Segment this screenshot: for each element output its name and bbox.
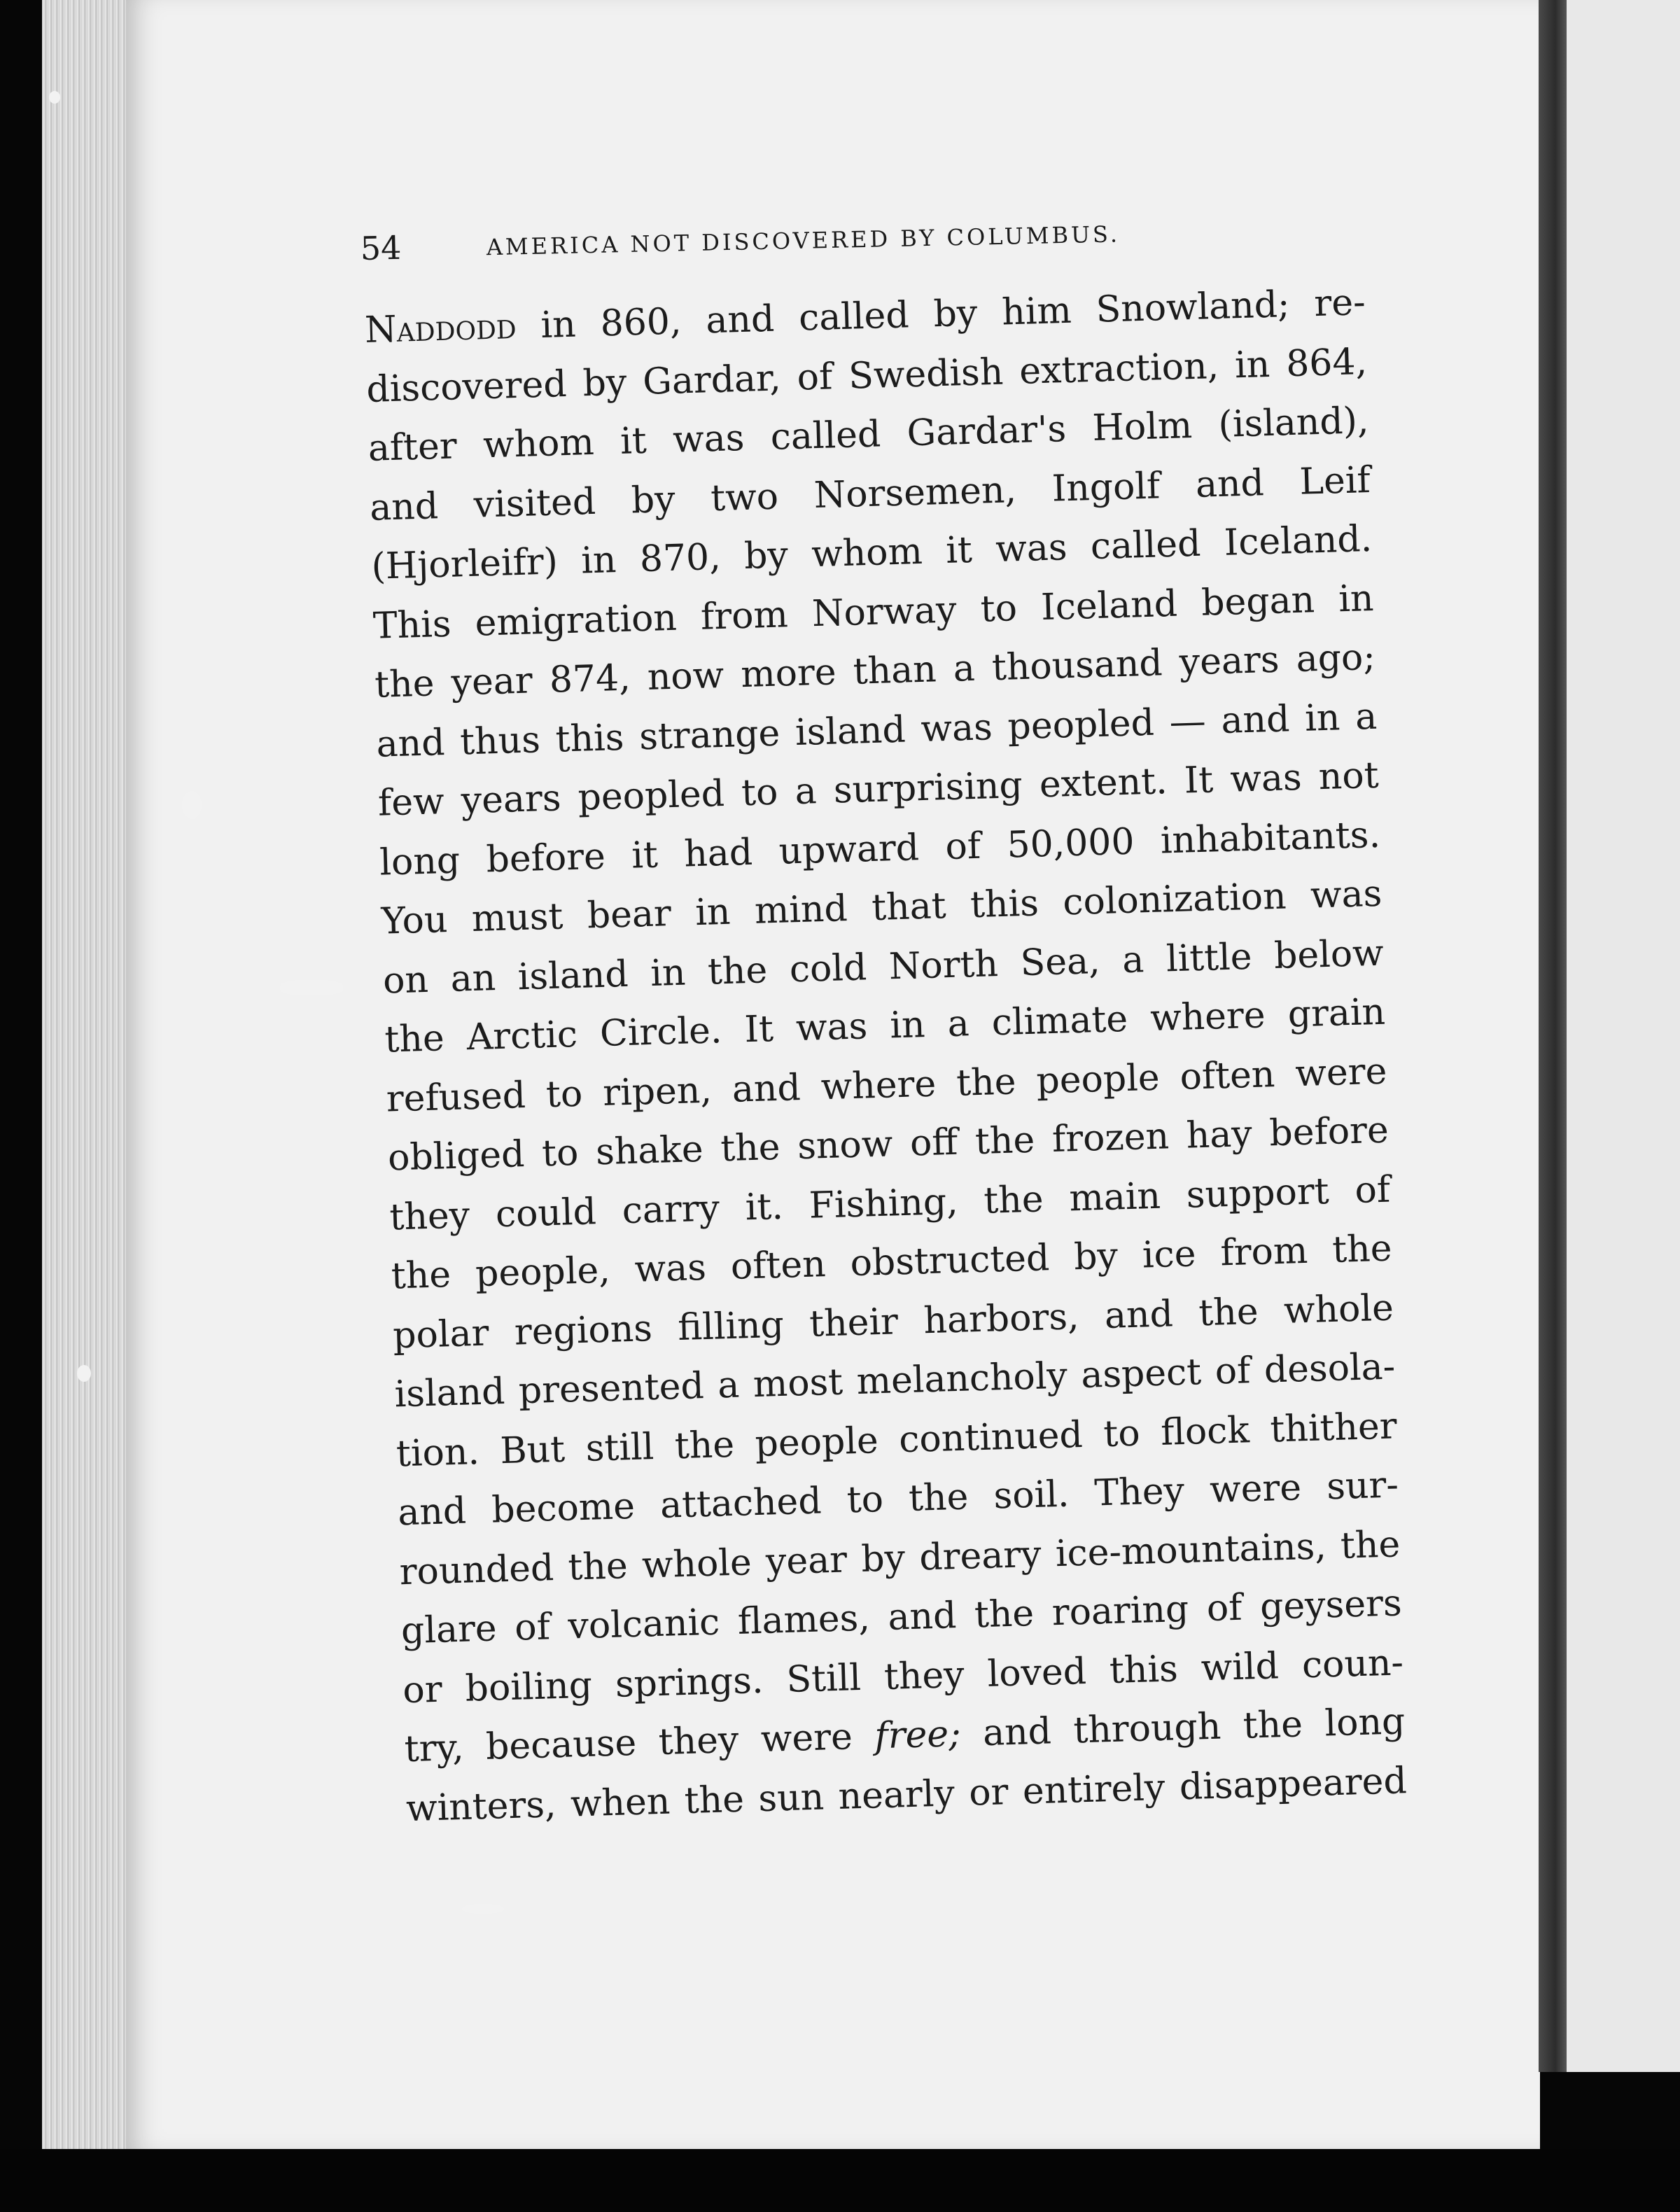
text-line: the people, was often obstructed by ice from the [391,1227,1393,1298]
text-line-content: in 860, and called by him Snowland; re- [515,281,1366,347]
text-segment: try, because they were [403,1715,876,1771]
text-line: tion. But still the people continued to flock thither [396,1404,1398,1475]
text-line: they could carry it. Fishing, the main support of [388,1168,1391,1238]
dust-speck [280,980,343,995]
text-line: refused to ripen, and where the people often were [386,1050,1388,1121]
text-line: and become attached to the soil. They were sur- [397,1464,1399,1534]
dust-speck [462,1904,504,1914]
text-line: few years peopled to a surprising extent. It was not [377,754,1380,825]
scan-border [0,2149,1680,2212]
dust-speck [182,791,202,819]
text-line: discovered by Gardar, of Swedish extraction, in 864, [365,340,1368,411]
text-line: You must bear in mind that this colonization was [380,872,1383,943]
text-line: or boiling springs. Still they loved this wild coun- [402,1641,1404,1712]
text-line: and thus this strange island was peopled — and in a [375,695,1378,766]
text-line: after whom it was called Gardar's Holm (island), [368,400,1370,470]
text-line: winters, when the sun nearly or entirely disappeared [405,1759,1408,1830]
text-line: the Arctic Circle. It was in a climate where grain [384,990,1386,1061]
text-line: island presented a most melancholy aspect of desola- [393,1345,1396,1416]
text-line: on an island in the cold North Sea, a little below [382,932,1385,1002]
body-text [364,273,1408,1838]
text-line: the year 874, now more than a thousand years ago; [374,636,1376,706]
text-line: rounded the whole year by dreary ice-mountains, the [398,1522,1401,1593]
text-line: and visited by two Norsemen, Ingolf and Leif [369,458,1371,529]
text-line: obliged to shake the snow off the frozen hay before [387,1109,1390,1180]
page-gutter-shadow [1539,0,1567,2072]
italic-word: free; [874,1713,962,1758]
text-line: This emigration from Norway to Iceland began in [372,577,1375,648]
smallcaps-opening-word: Naddodd [364,304,517,351]
text-line: glare of volcanic flames, and the roaring of geysers [400,1582,1403,1653]
text-line: polar regions filling their harbors, and the whole [392,1287,1394,1357]
page-number: 54 [360,228,402,267]
adjacent-page-edge [1567,0,1680,2072]
running-head-title: AMERICA NOT DISCOVERED BY COLUMBUS. [486,220,1121,261]
dust-speck [49,91,60,104]
dust-speck [77,1365,91,1382]
text-line: (Hjorleifr) in 870, by whom it was called Iceland. [370,517,1373,588]
text-line: long before it had upward of 50,000 inhabitants. [379,813,1381,884]
text-segment: and through the long [960,1700,1406,1755]
